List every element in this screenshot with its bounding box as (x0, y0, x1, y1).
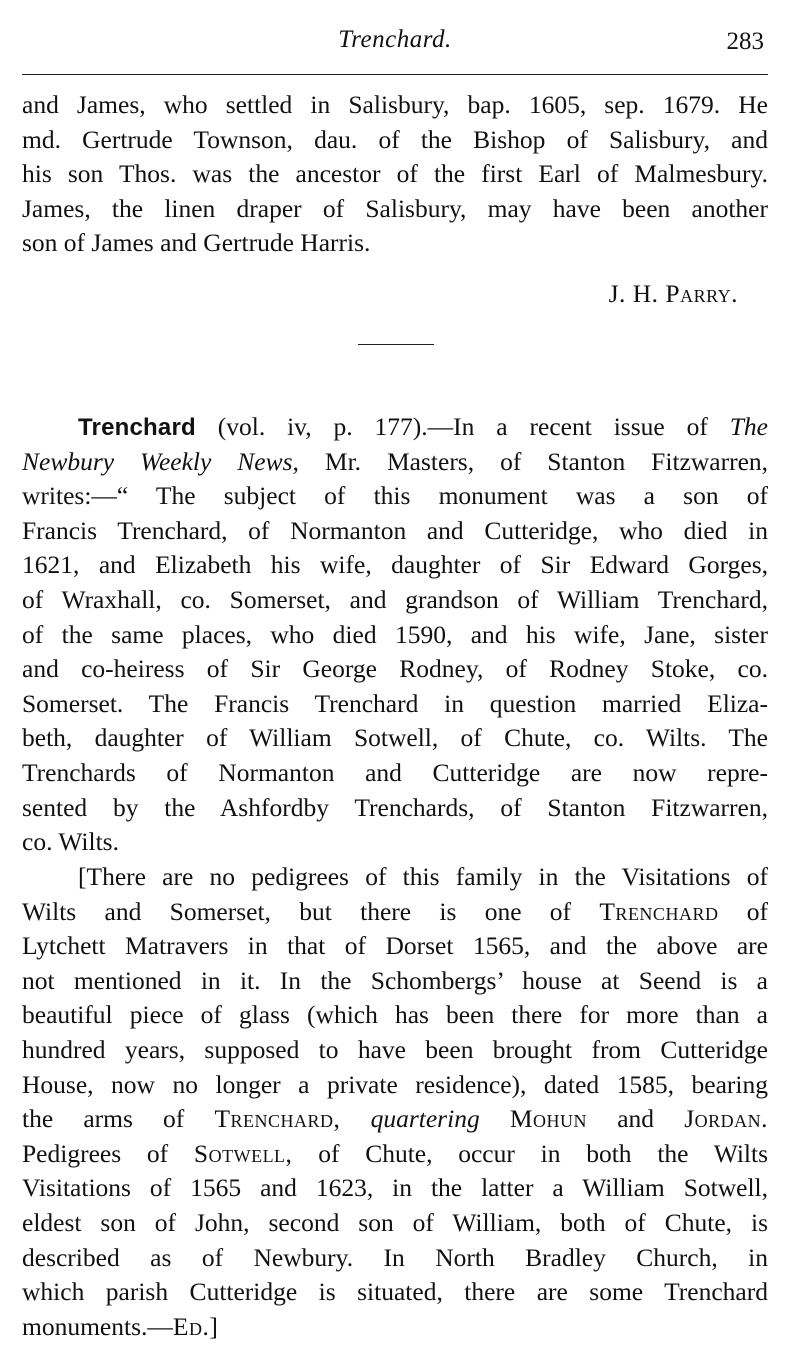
text-line (22, 1137, 768, 1172)
trenchard-article (22, 410, 768, 860)
text-line: writes:—“ The subject of this monument was a son of (22, 481, 768, 511)
signature-block (22, 277, 768, 312)
signature: J. H. Parry. (608, 279, 738, 308)
surname-smallcaps: Trenchard, (214, 1104, 341, 1134)
running-title: Trenchard. (338, 26, 452, 53)
editor-abbrev: Ed. (172, 1311, 210, 1341)
surname-smallcaps: Jordan. (684, 1104, 768, 1134)
italic-term: quartering (370, 1104, 480, 1134)
text-line: described as of Newbury. In North Bradley Church, in (22, 1242, 768, 1272)
text-line: Visitations of 1565 and 1623, in the latter a William Sotwell, (22, 1173, 768, 1203)
newspaper-title-part: Newbury Weekly News, (22, 446, 299, 476)
section-divider (358, 344, 434, 345)
text-line: son of James and Gertrude Harris. (22, 228, 371, 258)
text-line (22, 445, 768, 480)
surname-smallcaps: Trenchard (599, 896, 719, 926)
text-fragment: Pedigrees of (22, 1138, 194, 1168)
text-fragment: (vol. iv, p. 177).—In a recent issue of (195, 412, 730, 441)
text-line: Trenchards of Normanton and Cutteridge are now repre- (22, 757, 768, 787)
text-line (22, 895, 768, 930)
text-fragment: and (587, 1104, 685, 1134)
text-line: Somerset. The Francis Trenchard in question married Eliza- (22, 688, 768, 718)
text-fragment: the arms of (22, 1104, 215, 1134)
text-fragment: Wilts and Somerset, but there is one of (22, 896, 600, 926)
text-line: [There are no pedigrees of this family in the Visitations of (78, 862, 768, 891)
text-fragment: of Chute, occur in both the Wilts (292, 1138, 768, 1168)
text-line: House, now no longer a private residence), dated 1585, bearing (22, 1069, 768, 1099)
text-fragment: monuments.— (22, 1311, 173, 1341)
surname-smallcaps: Mohun (509, 1104, 588, 1134)
text-line: of Wraxhall, co. Somerset, and grandson of William Trenchard, (22, 584, 768, 614)
text-line: and James, who settled in Salisbury, bap. 1605, sep. 1679. He (22, 90, 768, 119)
running-head (22, 22, 768, 62)
article-heading: Trenchard (78, 414, 196, 441)
newspaper-title-part: The (729, 412, 768, 441)
text-fragment (340, 1104, 370, 1133)
text-line (22, 1310, 768, 1345)
text-line: his son Thos. was the ancestor of the first Earl of Malmesbury. (22, 159, 768, 189)
text-line: and co-heiress of Sir George Rodney, of Rodney Stoke, co. (22, 654, 768, 684)
text-line (22, 1102, 768, 1137)
text-line: 1621, and Elizabeth his wife, daughter of Sir Edward Gorges, (22, 550, 768, 580)
editor-note (22, 860, 768, 1344)
text-line: md. Gertrude Townson, dau. of the Bishop of Salisbury, and (22, 124, 768, 154)
text-line: Francis Trenchard, of Normanton and Cutteridge, who died in (22, 515, 768, 545)
text-line (22, 410, 768, 445)
text-line: eldest son of John, second son of William, both of Chute, is (22, 1207, 768, 1237)
text-line: sented by the Ashfordby Trenchards, of Stanton Fitzwarren, (22, 792, 768, 822)
text-fragment: of (718, 896, 768, 926)
header-rule (22, 74, 768, 75)
text-line: Lytchett Matravers in that of Dorset 1565, and the above are (22, 931, 768, 961)
text-line: which parish Cutteridge is situated, there are some Trenchard (22, 1277, 768, 1307)
continued-paragraph (22, 88, 768, 261)
text-fragment: Mr. Masters, of Stanton Fitzwarren, (298, 446, 768, 476)
text-line: of the same places, who died 1590, and his wife, Jane, sister (22, 619, 768, 649)
text-line: beth, daughter of William Sotwell, of Chute, co. Wilts. The (22, 723, 768, 753)
text-fragment: ] (209, 1311, 218, 1341)
text-line: co. Wilts. (22, 827, 119, 857)
text-line: James, the linen draper of Salisbury, may have been another (22, 193, 768, 223)
text-line: not mentioned in it. In the Schombergs’ house at Seend is a (22, 965, 768, 995)
text-fragment (480, 1104, 510, 1133)
text-line: hundred years, supposed to have been brought from Cutteridge (22, 1034, 768, 1064)
text-line: beautiful piece of glass (which has been there for more than a (22, 1000, 768, 1030)
surname-smallcaps: Sotwell, (193, 1138, 293, 1168)
page-number: 283 (726, 28, 764, 55)
